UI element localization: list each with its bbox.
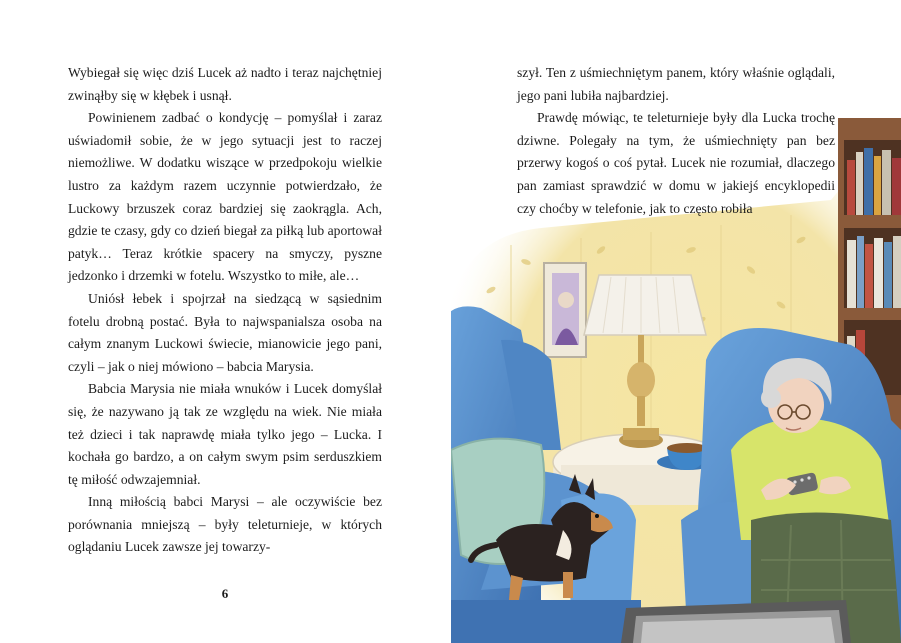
- right-page: [451, 0, 901, 643]
- paragraph: szył. Ten z uśmiechniętym panem, który właśnie oglądali, jego pani lubiła najbardziej.: [517, 65, 835, 103]
- paragraph: Wybiegał się więc dziś Lucek aż nadto i teraz najchętniej zwinąłby się w kłębek i usnął.: [68, 65, 382, 103]
- paragraph: Prawdę mówiąc, te teleturnieje były dla Lucka trochę dziwne. Polegały na tym, że uśmiechnięty pan bez przerwy kogoś o coś pytał. Lucek nie rozumiał, dlaczego pan zamiast sprawdzić w domu w jakiejś encyklopedii czy choćby w telefonie, jak to często robiła: [517, 110, 835, 216]
- paragraph: Inną miłością babci Marysi – ale oczywiście bez porównania mniejszą – były teleturnieje, w których oglądaniu Lucek zawsze jej towarzy-: [68, 494, 382, 555]
- paragraph: Babcia Marysia nie miała wnuków i Lucek domyślał się, że nazywano ją tak ze względu na wiek. Nie miała też dzieci i tak naprawdę miała tylko jego – Lucka. I kochała go bardzo, a on całym swym psim serduszkiem tę miłość odwzajemniał.: [68, 381, 382, 487]
- paragraph: Powinienem zadbać o kondycję – pomyślał i zaraz uświadomił sobie, że w jego sytuacji jest to raczej niemożliwe. W dodatku wiszące w przedpokoju wielkie lustro za każdym razem uczynnie potwierdzało, że Luckowy brzuszek coraz bardziej się zaokrągla. Ach, gdzie te czasy, gdy co dzień biegał za piłką lub aportował patyk… Teraz krótkie spacery na smyczy, pyszne jedzonko i drzemki w fotelu. Wszystko to miłe, ale…: [68, 110, 382, 284]
- page-number: 6: [221, 586, 229, 601]
- right-page-text: [517, 62, 835, 220]
- paragraph: Uniósł łebek i spojrzał na siedzącą w sąsiednim fotelu drobną postać. Była to najwspanialsza osoba na całym znanym Luckowi świecie, mianowicie jego pani, czyli – jak o niej mówiono – babcia Marysia.: [68, 290, 382, 374]
- picture-frame: [544, 263, 586, 357]
- left-page-text: [68, 62, 382, 559]
- left-page: [0, 0, 450, 643]
